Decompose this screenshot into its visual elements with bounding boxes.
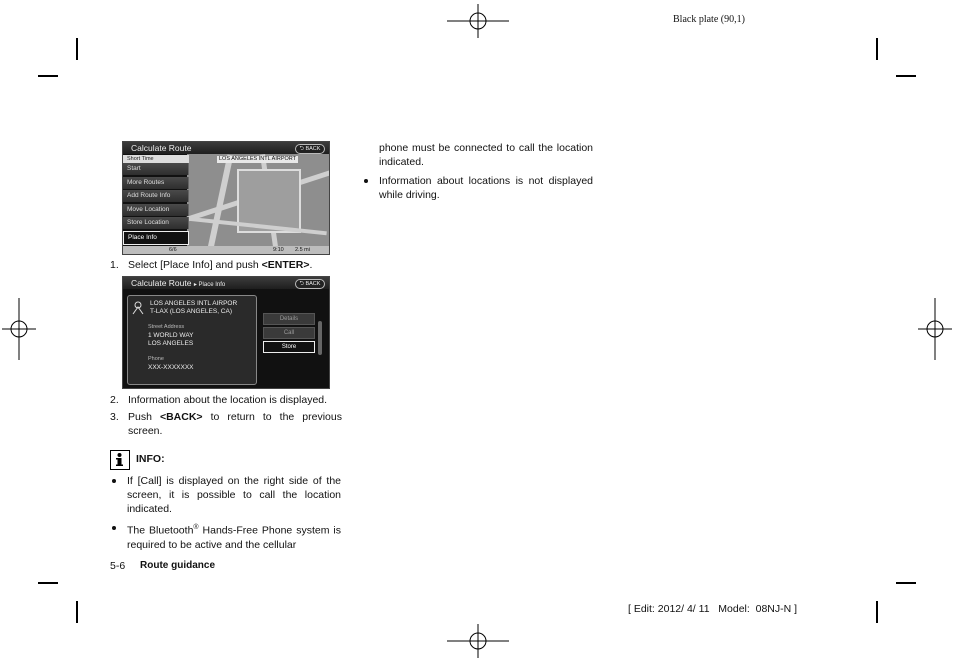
crop-mark <box>38 582 58 584</box>
phone-number: XXX-XXXXXXX <box>148 364 194 371</box>
screen-title: Calculate Route ▸ Place Info <box>123 277 329 289</box>
crop-mark <box>896 582 916 584</box>
registration-mark <box>447 624 509 658</box>
info-bullet-1: If [Call] is displayed on the right side of the screen, it is possible to call the location indicated. <box>127 475 341 515</box>
scrollbar <box>318 321 322 355</box>
street-address-2: LOS ANGELES <box>148 340 194 347</box>
nav-screenshot-calculate-route <box>122 141 330 255</box>
poi-icon <box>132 301 144 315</box>
menu-item-place-info: Place Info <box>123 231 189 245</box>
info-icon <box>110 450 130 470</box>
section-name: Route guidance <box>140 560 216 571</box>
street-address-label: Street Address <box>148 324 185 330</box>
crop-mark <box>896 75 916 77</box>
route-menu <box>123 155 189 246</box>
plate-label: Black plate (90,1) <box>673 14 745 25</box>
place-info-panel <box>127 295 257 385</box>
menu-item-more-routes: More Routes <box>123 177 189 189</box>
map-view <box>187 154 329 246</box>
crop-mark <box>76 38 78 60</box>
info-bullet-2: The Bluetooth® Hands-Free Phone system is required to be active and the cellular <box>127 524 341 551</box>
info-bullet-3: Information about locations is not displayed while driving. <box>379 175 593 201</box>
menu-item-move-location: Move Location <box>123 204 189 216</box>
edit-info: [ Edit: 2012/ 4/ 11 Model: 08NJ-N ] <box>628 603 798 615</box>
back-button: ⮌ BACK <box>295 279 325 289</box>
store-button: Store <box>263 341 315 353</box>
back-button: ⮌ BACK <box>295 144 325 154</box>
status-bar: 6/6 9:10 2.5 mi <box>123 246 329 254</box>
info-heading: INFO: <box>136 453 165 465</box>
phone-label: Phone <box>148 356 164 362</box>
bullet <box>112 479 116 483</box>
menu-header: Short Time <box>123 155 189 163</box>
bullet <box>112 526 116 530</box>
action-buttons <box>263 313 317 357</box>
map-label: LOS ANGELES INTL AIRPORT <box>219 156 297 162</box>
details-button: Details <box>263 313 315 325</box>
step-3: 3. Push <BACK> to return to the previous screen. <box>110 411 342 437</box>
menu-item-store-location: Store Location <box>123 217 189 229</box>
nav-screenshot-place-info <box>122 276 330 389</box>
place-name-2: T-LAX (LOS ANGELES, CA) <box>150 308 232 315</box>
screen-title: Calculate Route <box>123 142 329 154</box>
registration-mark <box>447 4 509 38</box>
menu-item-add-route-info: Add Route Info <box>123 190 189 202</box>
info-bullet-2-continued: phone must be connected to call the location indicated. <box>379 142 593 168</box>
menu-item-start: Start <box>123 163 189 175</box>
street-address-1: 1 WORLD WAY <box>148 332 194 339</box>
bullet <box>364 179 368 183</box>
crop-mark <box>76 601 78 623</box>
registration-mark <box>918 298 952 360</box>
crop-mark <box>876 38 878 60</box>
crop-mark <box>38 75 58 77</box>
call-button: Call <box>263 327 315 339</box>
crop-mark <box>876 601 878 623</box>
page-number: 5-6 <box>110 560 126 572</box>
place-name-1: LOS ANGELES INTL AIRPOR <box>150 300 238 307</box>
registration-mark <box>2 298 36 360</box>
